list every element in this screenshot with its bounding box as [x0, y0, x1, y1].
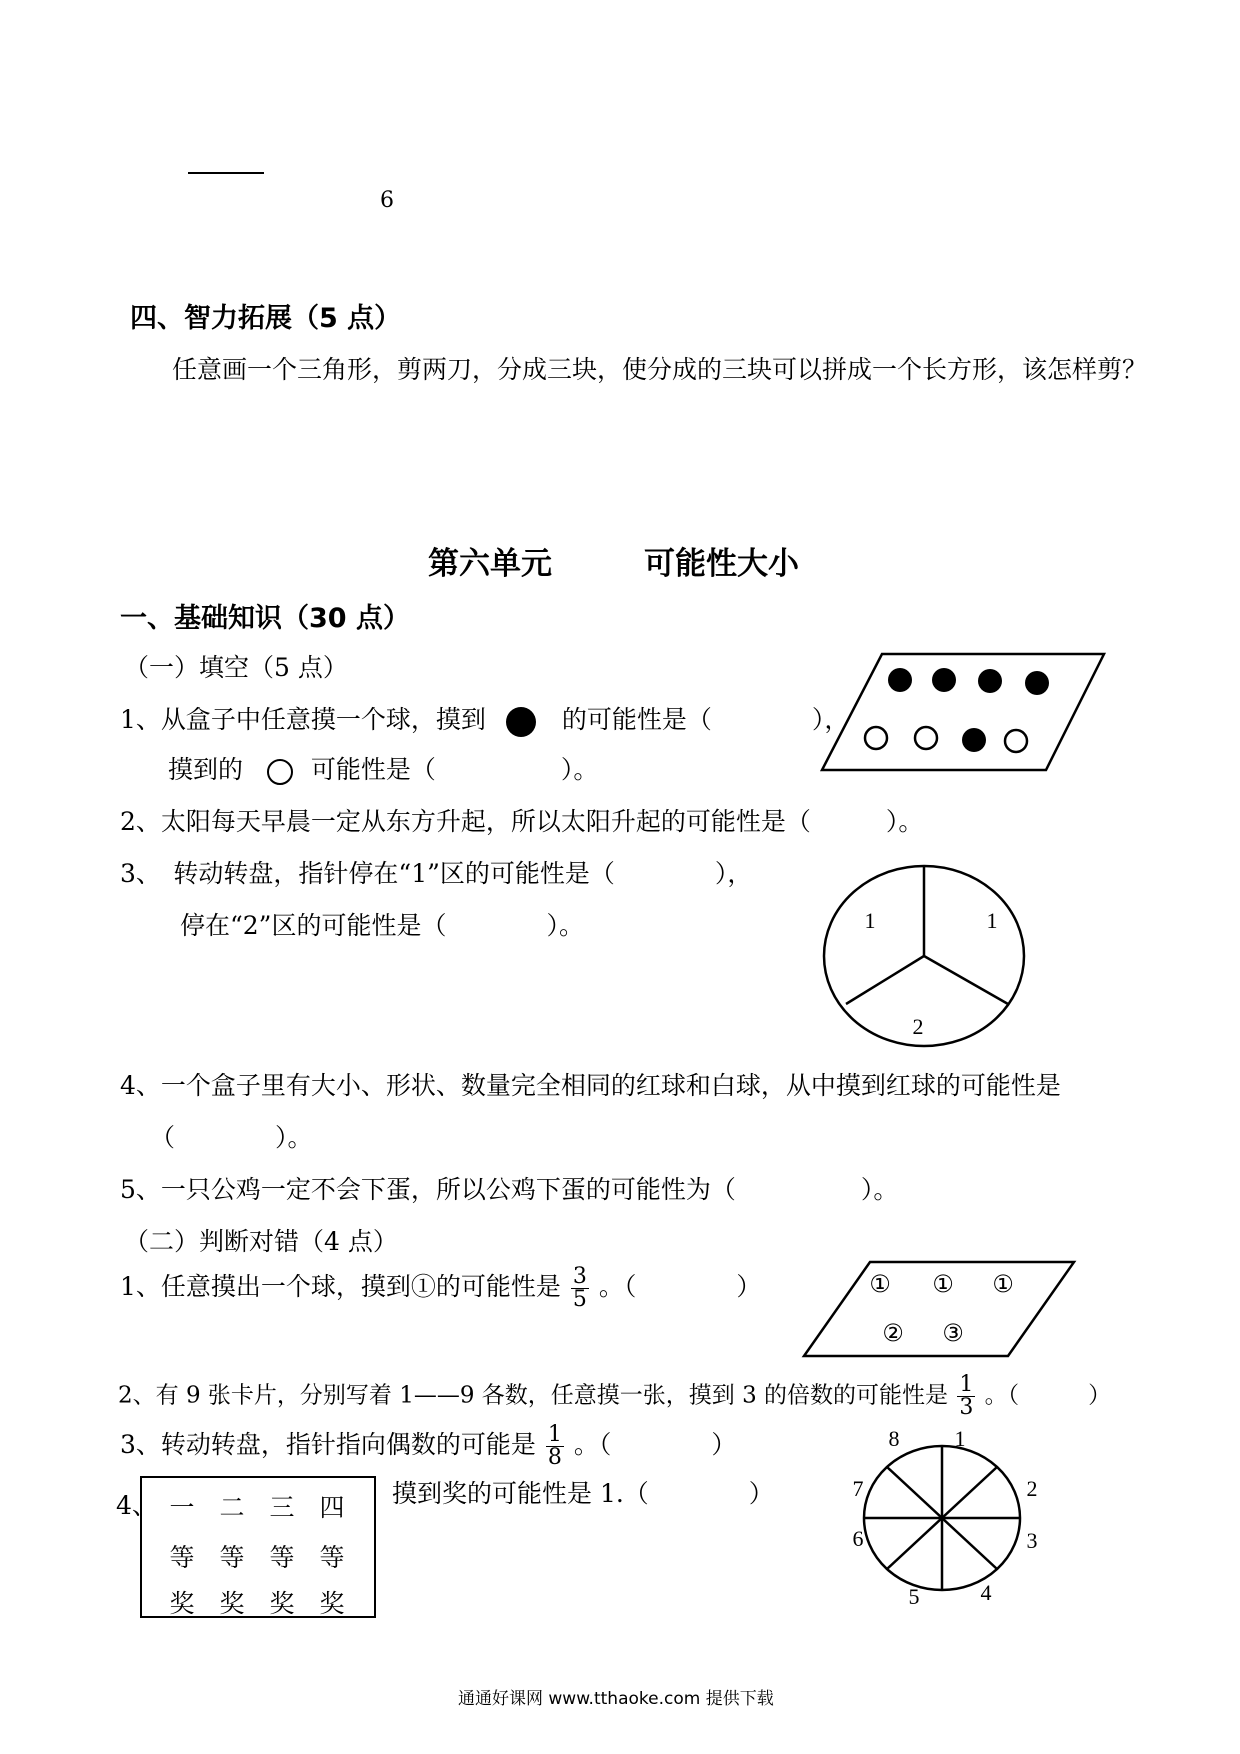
- ball-label: ①: [992, 1270, 1014, 1298]
- fill-q2: 2、太阳每天早晨一定从东方升起，所以太阳升起的可能性是（ ）。: [120, 807, 924, 836]
- ball-label: ②: [882, 1319, 904, 1347]
- part1-heading: 一、基础知识（30 点）: [120, 603, 410, 634]
- judge-q2-post: 。（ ）: [984, 1382, 1112, 1409]
- prize-cell: 等: [269, 1543, 295, 1572]
- fill-q3b: 停在“2”区的可能性是（ ）。: [180, 911, 584, 940]
- prize-cell: 三: [269, 1493, 295, 1522]
- prize-cell: 二: [219, 1493, 245, 1522]
- section4-question: 任意画一个三角形，剪两刀，分成三块，使分成的三块可以拼成一个长方形，该怎样剪？: [172, 355, 1148, 384]
- judge-q4-text: 摸到奖的可能性是 1.（ ）: [392, 1479, 774, 1508]
- fill-q1a-post: 的可能性是（ ），: [561, 705, 850, 734]
- judge-q4-number: 4、: [116, 1491, 157, 1520]
- judge-heading: （二）判断对错（4 点）: [124, 1227, 398, 1256]
- ball-label: ①: [932, 1270, 954, 1298]
- prize-cell: 一: [169, 1493, 195, 1522]
- prize-cell: 奖: [319, 1589, 345, 1618]
- prize-cell: 等: [219, 1543, 245, 1572]
- judge-q2-pre: 2、有 9 张卡片，分别写着 1——9 各数，任意摸一张，摸到 3 的倍数的可能性是: [118, 1382, 949, 1409]
- spinner3-label: 1: [864, 908, 876, 933]
- prize-cell: 等: [169, 1543, 195, 1572]
- page-number: 6: [380, 188, 394, 213]
- spinner8-label: 8: [888, 1426, 900, 1451]
- judge-q1-pre: 1、任意摸出一个球，摸到①的可能性是: [120, 1272, 561, 1301]
- spinner8-label: 6: [852, 1526, 864, 1551]
- fraction-numerator: 3: [572, 1264, 587, 1289]
- fill-q1b-post: 可能性是（ ）。: [310, 755, 599, 784]
- spinner8-label: 2: [1026, 1476, 1038, 1501]
- unit-title-topic: 可能性大小: [644, 546, 799, 582]
- prize-cell: 奖: [219, 1589, 245, 1618]
- fill-q4a: 4、一个盒子里有大小、形状、数量完全相同的红球和白球，从中摸到红球的可能性是: [120, 1071, 1061, 1100]
- fill-q1a-pre: 1、从盒子中任意摸一个球，摸到: [120, 705, 486, 734]
- spinner8-label: 5: [908, 1584, 920, 1609]
- fill-q3a: 3、 转动转盘，指针停在“1”区的可能性是（ ），: [120, 859, 753, 888]
- spinner8-label: 7: [852, 1476, 864, 1501]
- judge-q3-post: 。（ ）: [573, 1430, 737, 1459]
- ball-label: ①: [869, 1270, 891, 1298]
- spinner8-label: 1: [954, 1426, 966, 1451]
- spinner8-label: 3: [1026, 1528, 1038, 1553]
- unit-title-number: 第六单元: [428, 546, 552, 582]
- judge-q3-pre: 3、转动转盘，指针指向偶数的可能是: [120, 1430, 536, 1459]
- section-heading-4: 四、智力拓展（5 点）: [130, 303, 402, 334]
- prize-cell: 四: [319, 1493, 345, 1522]
- fraction-numerator: 1: [547, 1422, 562, 1447]
- spinner3-label: 1: [986, 908, 998, 933]
- fill-q1b-pre: 摸到的: [168, 755, 244, 784]
- ball-label: ③: [942, 1319, 964, 1347]
- spinner3-label: 2: [912, 1014, 924, 1039]
- prize-cell: 等: [319, 1543, 345, 1572]
- fraction-denominator: 3: [959, 1395, 974, 1420]
- prize-cell: 奖: [269, 1589, 295, 1618]
- fill-q5: 5、一只公鸡一定不会下蛋，所以公鸡下蛋的可能性为（ ）。: [120, 1175, 899, 1204]
- judge-q1-post: 。（ ）: [598, 1272, 762, 1301]
- fraction-denominator: 5: [572, 1287, 587, 1312]
- page-footer: 通通好课网 www.tthaoke.com 提供下载: [458, 1689, 774, 1709]
- prize-cell: 奖: [169, 1589, 195, 1618]
- spinner8-label: 4: [980, 1580, 992, 1605]
- fraction-denominator: 8: [547, 1445, 562, 1470]
- fill-q4b: （ ）。: [150, 1123, 313, 1152]
- fill-heading: （一）填空（5 点）: [124, 653, 348, 682]
- fraction-numerator: 1: [959, 1372, 974, 1397]
